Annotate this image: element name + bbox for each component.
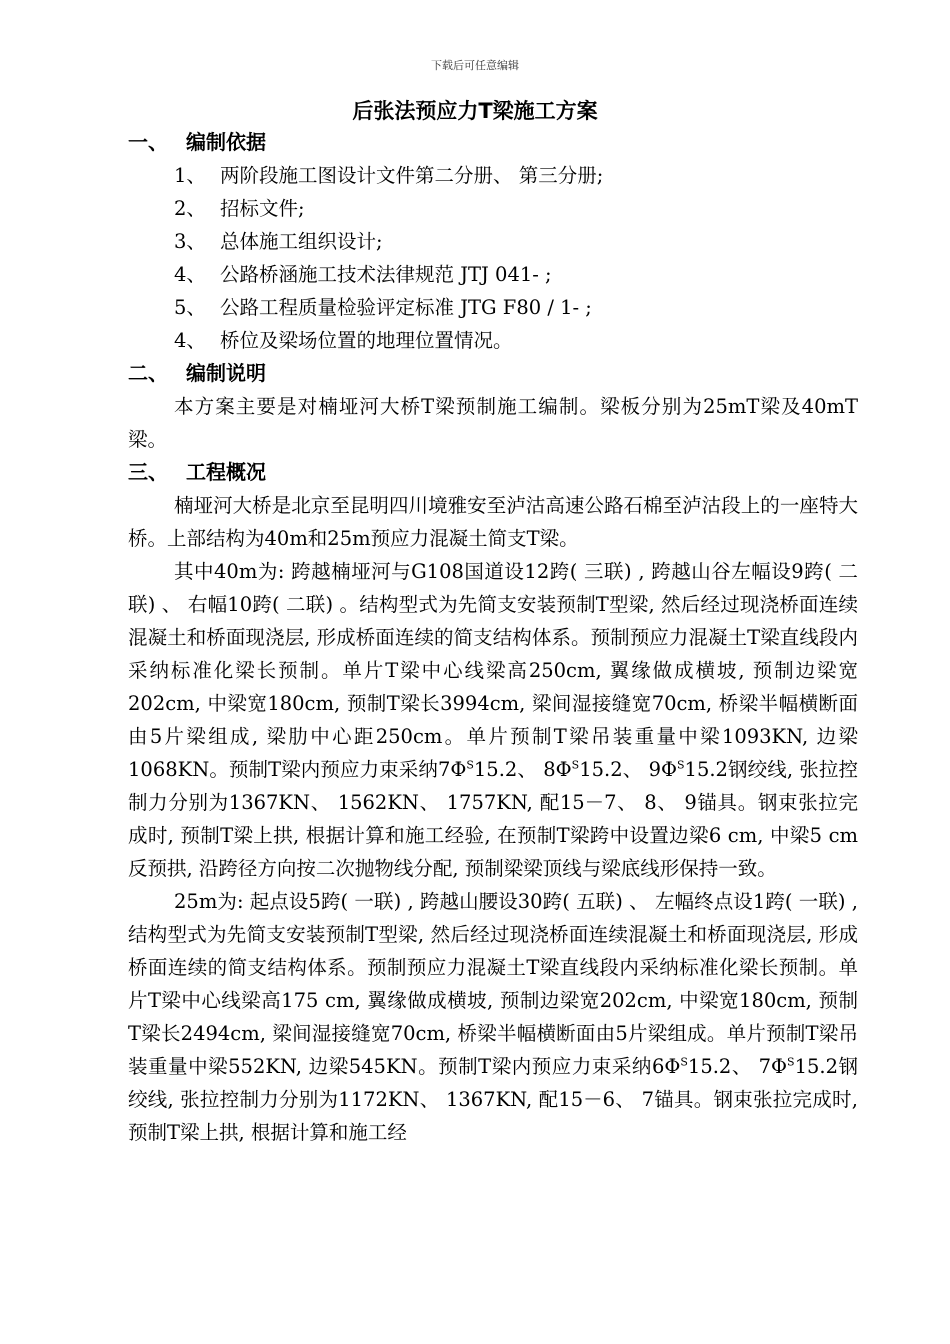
paragraph-text: 15.2钢绞线, 张拉控制力分别为1172KN、 1367KN, 配15－6、 7锚具。钢束张拉完成时, 预制T梁上拱, 根据计算和施工经 [128, 1055, 859, 1144]
list-item-text: 公路桥涵施工技术法律规范 JTJ 041- ; [220, 263, 552, 286]
paragraph-text: 25m为: 起点设5跨( 一联) , 跨越山腰设30跨( 五联) 、 左幅终点设1跨( 一联) , 结构型式为先简支安装预制T型梁, 然后经过现浇桥面连续混凝土和桥面现浇层, 形成桥面连续的简支结构体系。预制预应力混凝土T梁直线段内采纳标准化梁长预制。单片T梁中心线梁高175 cm, 翼缘做成横坡, 预制边梁宽202cm, 中梁宽180cm, 预制T梁长2494cm, 梁间湿接缝宽70cm, 桥梁半幅横断面由5片梁组成。单片预制T梁吊装重量中梁552KN, 边梁545KN。预制T梁内预应力束采纳 [128, 890, 858, 1078]
section-title: 编制说明 [186, 361, 266, 385]
list-item-number: 1、 [174, 164, 206, 187]
paragraph-text: 15.2、 9Φ [579, 758, 677, 781]
superscript: S [787, 1055, 795, 1069]
paragraph-text: 15.2钢绞线, 张拉控制力分别为1367KN、 1562KN、 1757KN, 配15－7、 8、 9锚具。钢束张拉完成时, 预制T梁上拱, 根据计算和施工经验, 在预制T梁跨中设置边梁6 cm, 中梁5 cm反预拱, 沿跨径方向按二次抛物线分配, 预制梁梁顶线与梁底线形保持一致。 [128, 758, 858, 880]
list-item-number: 2、 [174, 197, 206, 220]
list-item [128, 258, 858, 291]
list-item-text: 总体施工组织设计; [220, 230, 383, 253]
superscript: S [466, 758, 474, 772]
document-body [128, 126, 858, 1149]
paragraph-text: 15.2、 7Φ [687, 1055, 788, 1078]
list-item-number: 4、 [174, 263, 206, 286]
paragraph: 本方案主要是对楠垭河大桥T梁预制施工编制。梁板分别为25mT梁及40mT梁。 [128, 395, 858, 451]
list-item [128, 225, 858, 258]
paragraph-text: 其中40m为: 跨越楠垭河与G108国道设12跨( 三联) , 跨越山谷左幅设9跨( 二联) 、 右幅10跨( 二联) 。结构型式为先简支安装预制T型梁, 然后经过现浇桥面连续混凝土和桥面现浇层, 形成桥面连续的简支结构体系。预制预应力混凝土T梁直线段内采纳标准化梁长预制。单片T梁中心线梁高250cm, 翼缘做成横坡, 预制边梁宽202cm, 中梁宽180cm, 预制T梁长3994cm, 梁间湿接缝宽70cm, 桥梁半幅横断面由5片梁组成, 梁肋中心距250cm。单片预制T梁吊装重量中梁1093KN, 边梁1068KN。预制T梁内预应力束采纳 [128, 560, 858, 781]
superscript: S [571, 758, 580, 772]
list-item [128, 192, 858, 225]
paragraph-text: 15.2、 8Φ [473, 758, 572, 781]
list-item-number: 4、 [174, 329, 206, 352]
section-heading-overview [128, 456, 858, 489]
paragraph-text: 6Φ [651, 1055, 681, 1078]
list-item [128, 324, 858, 357]
list-item-number: 3、 [174, 230, 206, 253]
list-item-number: 5、 [174, 296, 206, 319]
section-title: 编制依据 [186, 130, 266, 154]
list-item-text: 桥位及梁场位置的地理位置情况。 [220, 329, 513, 352]
section-title: 工程概况 [186, 460, 266, 484]
list-item-text: 招标文件; [220, 197, 305, 220]
document-title: 后张法预应力T梁施工方案 [352, 99, 598, 123]
header-note: 下载后可任意编辑 [431, 59, 519, 72]
paragraph-text: 7Φ [437, 758, 467, 781]
paragraph [128, 555, 858, 885]
list-item-text: 两阶段施工图设计文件第二分册、 第三分册; [220, 164, 604, 187]
paragraph: 楠垭河大桥是北京至昆明四川境雅安至泸沽高速公路石棉至泸沽段上的一座特大桥。上部结构为40m和25m预应力混凝土简支T梁。 [128, 494, 858, 550]
section-heading-description [128, 357, 858, 390]
paragraph [128, 885, 858, 1149]
superscript: S [677, 758, 685, 772]
superscript: S [680, 1055, 688, 1069]
list-item [128, 291, 858, 324]
section-number: 三、 [128, 460, 168, 484]
list-item-text: 公路工程质量检验评定标准 JTG F80 / 1- ; [220, 296, 592, 319]
section-number: 一、 [128, 130, 168, 154]
section-number: 二、 [128, 361, 168, 385]
list-item [128, 159, 858, 192]
section-heading-basis [128, 126, 858, 159]
